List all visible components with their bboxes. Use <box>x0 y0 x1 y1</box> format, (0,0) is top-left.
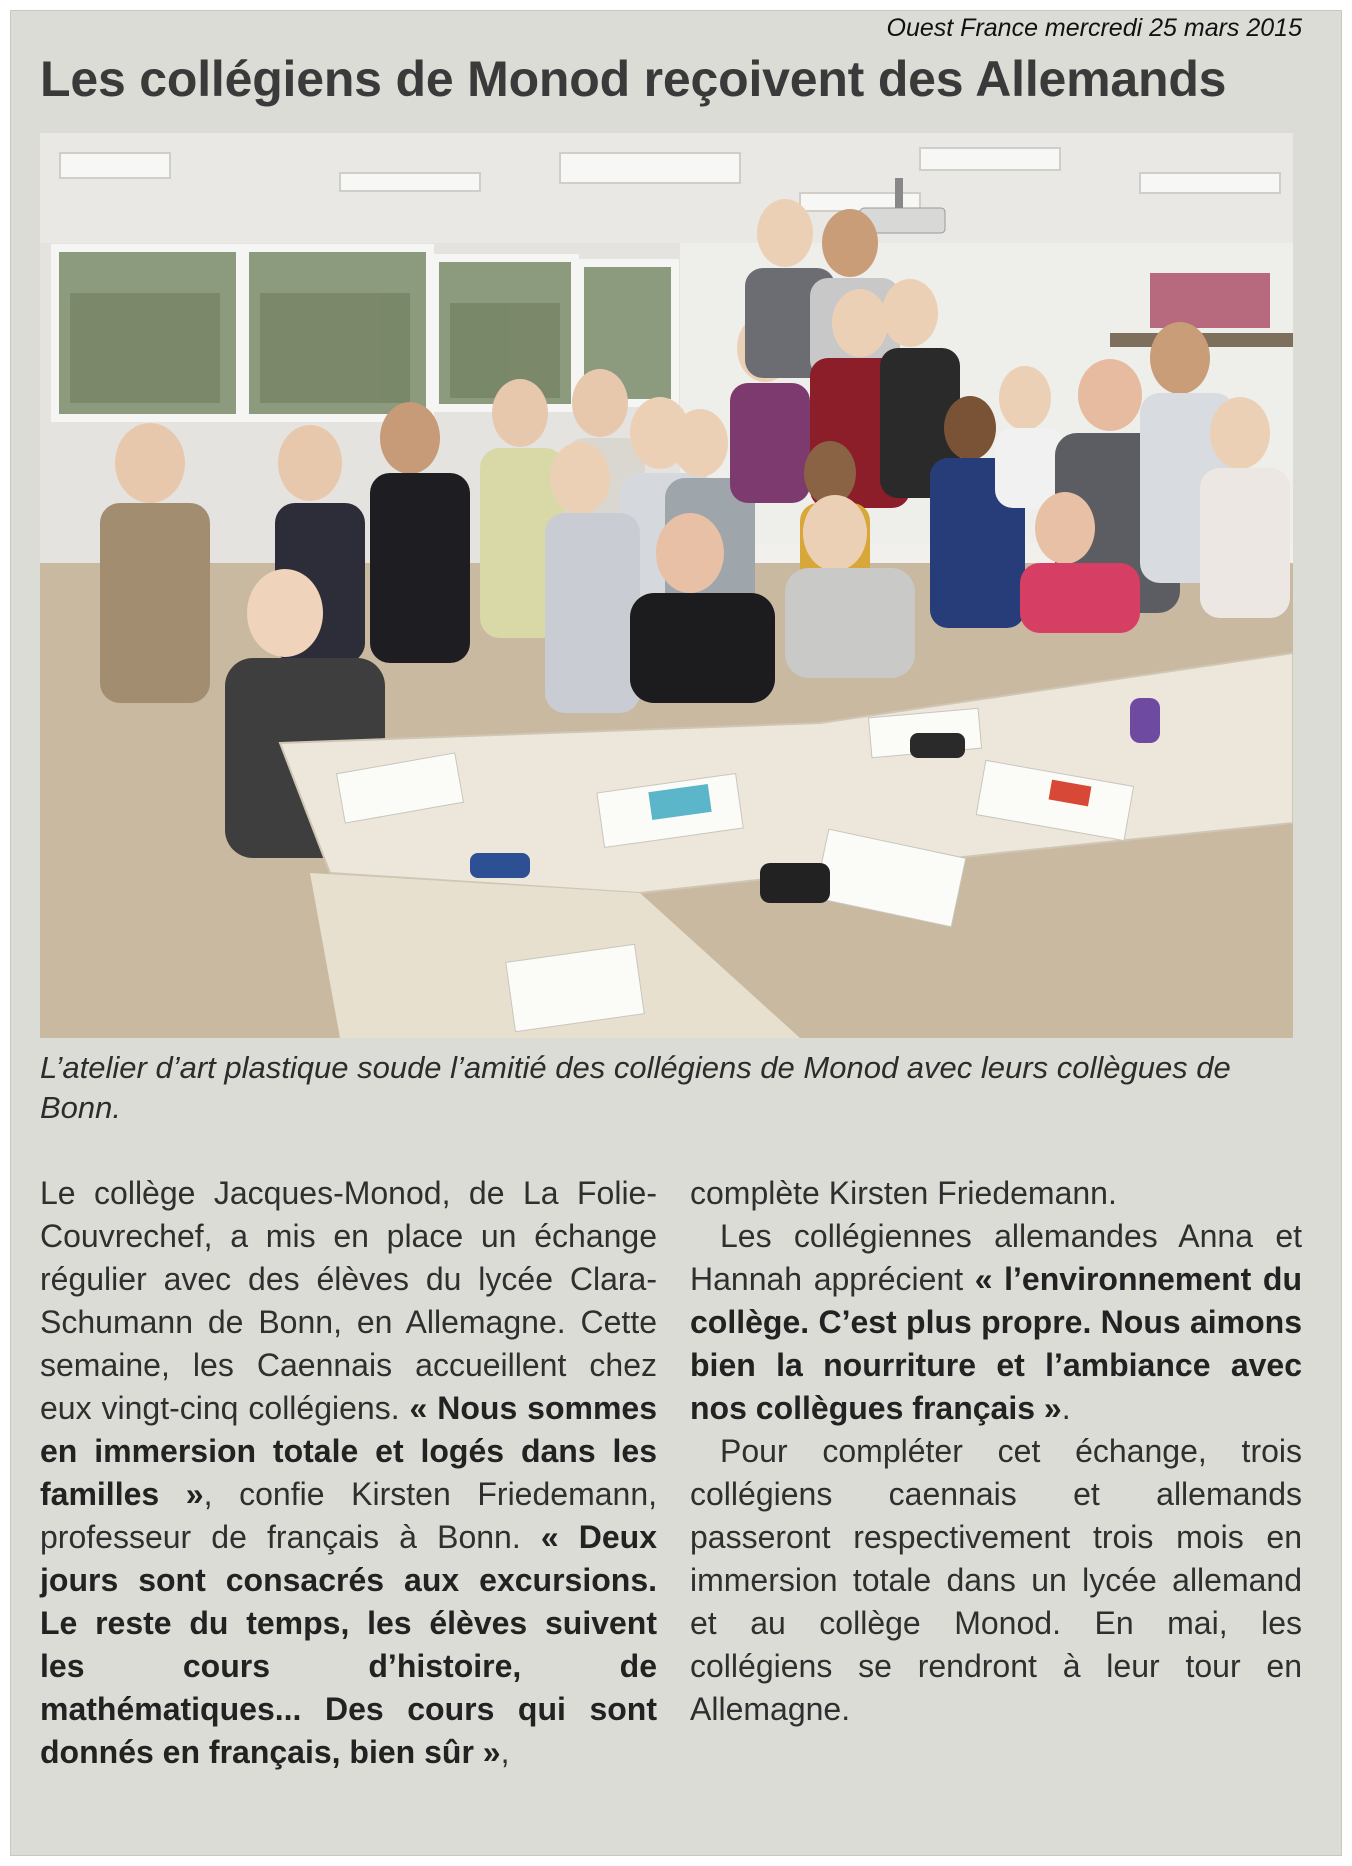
article-text: , <box>500 1734 510 1770</box>
article-text: . <box>1061 1390 1071 1426</box>
article-paragraph: complète Kirsten Friedemann. <box>690 1175 1117 1211</box>
photo-caption: L’atelier d’art plastique soude l’amitié des collégiens de Monod avec leurs collègues de Bonn. <box>40 1050 1231 1125</box>
article-column-left <box>40 1172 657 1774</box>
source-line: Ouest France mercredi 25 mars 2015 <box>886 14 1302 42</box>
quote: « l’environnement du collège. C’est plus propre. Nous aimons bien la nourriture et l’ambiance avec nos collègues français » <box>690 1261 1303 1426</box>
article-paragraph: Pour compléter cet échange, trois collégiens caennais et allemands passeront respectivement trois mois en immersion totale dans un lycée allemand et au collège Monod. En mai, les collégiens se rendront à leur tour en Allemagne. <box>690 1433 1302 1727</box>
photo-illustration <box>40 133 1293 1038</box>
article-text: Le collège Jacques-Monod, de La Folie-Couvrechef, a mis en place un échange régulier avec des élèves du lycée Clara-Schumann de Bonn, en Allemagne. Cette semaine, les Caennais accueillent chez eux vingt-cinq collégiens. <box>40 1175 657 1426</box>
article-column-right <box>690 1172 1302 1731</box>
classroom-group-photo <box>40 133 1293 1038</box>
article-paragraph <box>690 1215 1302 1430</box>
quote: « Deux jours sont consacrés aux excursions. Le reste du temps, les élèves suivent les cours d’histoire, de mathématiques... Des cours qui sont donnés en français, bien sûr » <box>40 1519 658 1770</box>
article-text: Les collégiennes allemandes Anna et Hannah apprécient <box>690 1218 1302 1297</box>
article-paragraph <box>40 1172 657 1774</box>
article-text: , confie Kirsten Friedemann, professeur de français à Bonn. <box>40 1476 658 1555</box>
quote: « Nous sommes en immersion totale et logés dans les familles » <box>40 1390 657 1512</box>
headline: Les collégiens de Monod reçoivent des Allemands <box>40 51 1227 107</box>
